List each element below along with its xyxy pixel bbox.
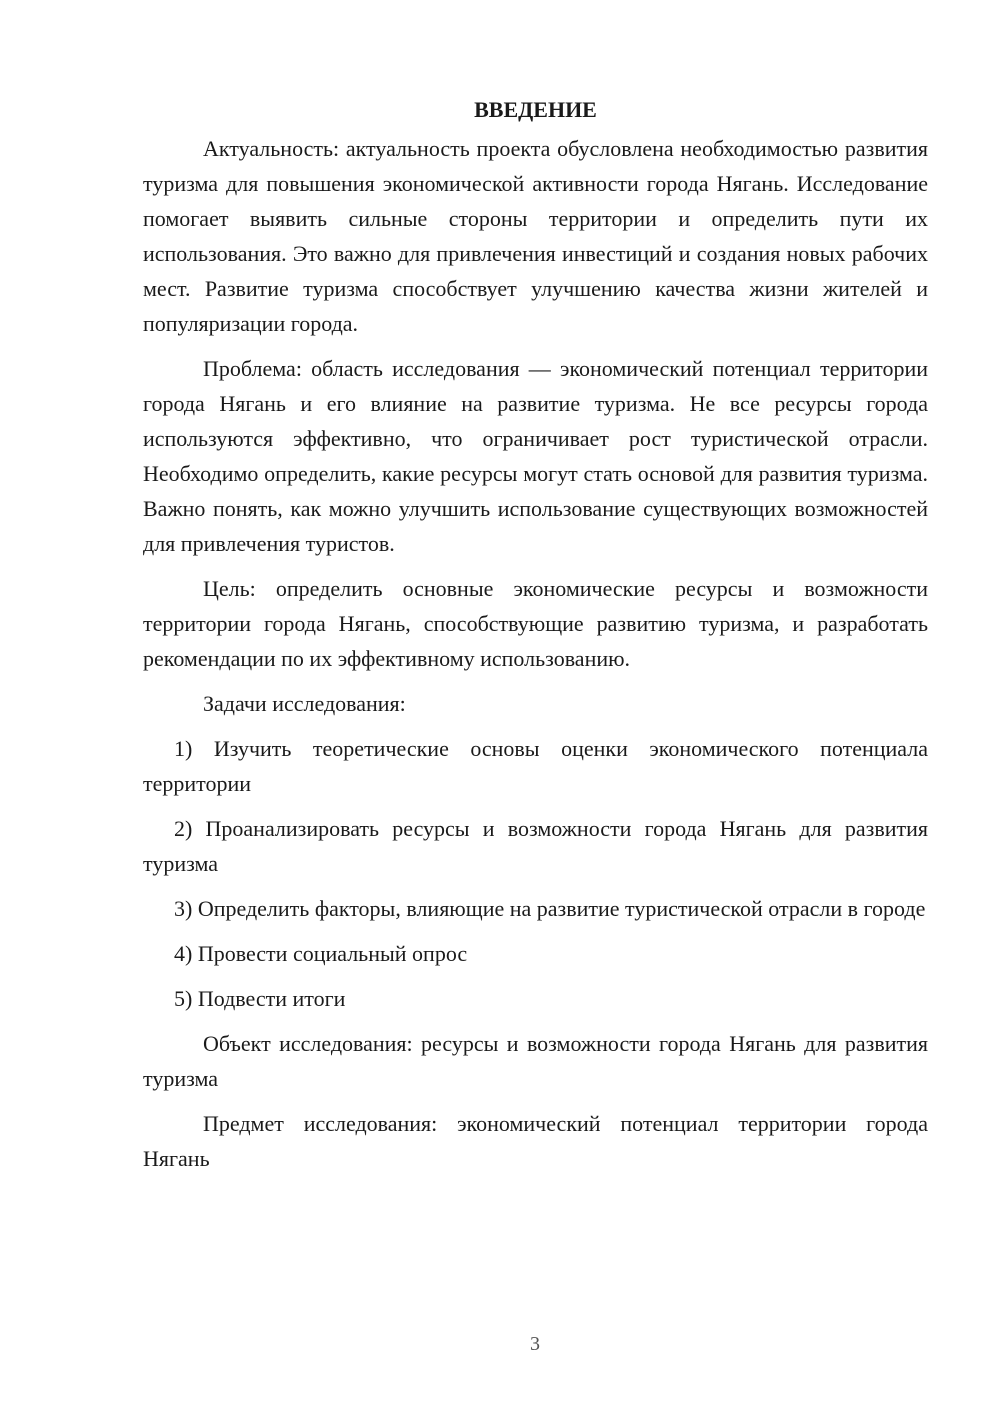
task-item-5: 5) Подвести итоги	[174, 986, 346, 1011]
tasks-heading: Задачи исследования:	[203, 691, 406, 716]
section-title: ВВЕДЕНИЕ	[474, 97, 597, 122]
problem-paragraph: Проблема: область исследования — экономический потенциал территории города Нягань и его влияние на развитие туризма. Не все ресурсы города используются эффективно, что ограничивает рост туристической отрасли. Необходимо определить, какие ресурсы могут стать основой для развития туризма. Важно понять, как можно улучшить использование существующих возможностей для привлечения туристов.	[143, 356, 928, 556]
goal-paragraph: Цель: определить основные экономические ресурсы и возможности территории города Нягань, способствующие развитию туризма, и разработать рекомендации по их эффективному использованию.	[143, 576, 928, 671]
task-item-4: 4) Провести социальный опрос	[174, 941, 468, 966]
object-paragraph: Объект исследования: ресурсы и возможности города Нягань для развития туризма	[143, 1031, 928, 1091]
subject-paragraph: Предмет исследования: экономический потенциал территории города Нягань	[143, 1111, 928, 1171]
page-number: 3	[530, 1333, 540, 1355]
document-page	[143, 92, 928, 1176]
relevance-paragraph: Актуальность: актуальность проекта обусловлена необходимостью развития туризма для повышения экономической активности города Нягань. Исследование помогает выявить сильные стороны территории и определить пути их использования. Это важно для привлечения инвестиций и создания новых рабочих мест. Развитие туризма способствует улучшению качества жизни жителей и популяризации города.	[143, 136, 928, 336]
task-item-1: 1) Изучить теоретические основы оценки экономического потенциала территории	[143, 736, 928, 796]
task-item-2: 2) Проанализировать ресурсы и возможности города Нягань для развития туризма	[143, 816, 928, 876]
task-item-3: 3) Определить факторы, влияющие на развитие туристической отрасли в городе	[174, 896, 926, 921]
